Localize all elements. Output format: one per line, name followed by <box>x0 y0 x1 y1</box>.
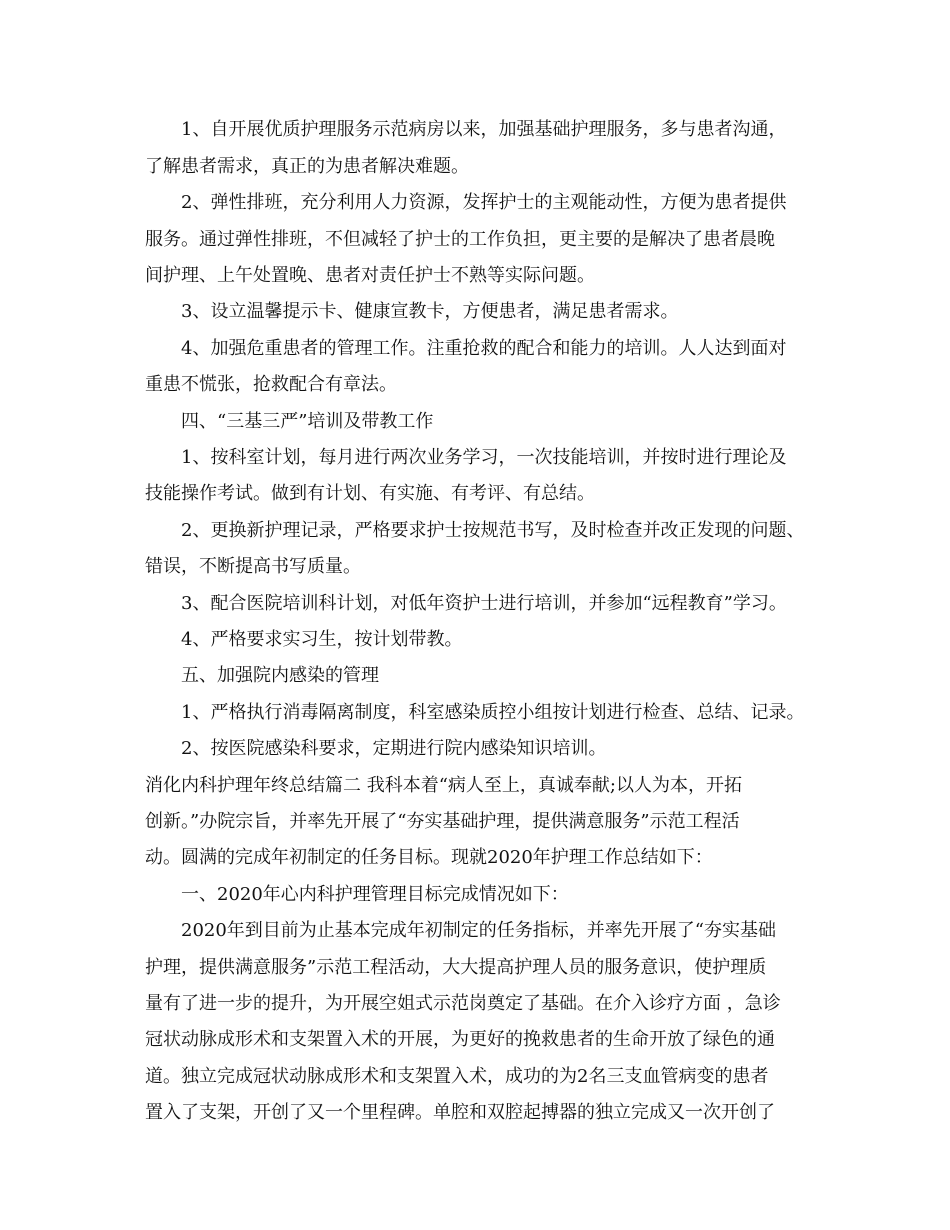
text-line: 冠状动脉成形术和支架置入术的开展，为更好的挽救患者的生命开放了绿色的通 <box>145 1029 775 1050</box>
text-line: 重患不慌张，抢救配合有章法。 <box>145 374 397 395</box>
text-line: 1、按科室计划，每月进行两次业务学习，一次技能培训，并按时进行理论及 <box>181 447 787 468</box>
text-line: 2、按医院感染科要求，定期进行院内感染知识培训。 <box>181 738 607 759</box>
section-heading: 四、“三基三严”培训及带教工作 <box>181 411 434 432</box>
text-line: 道。独立完成冠状动脉成形术和支架置入术，成功的为2名三支血管病变的患者 <box>145 1066 769 1087</box>
text-line: 1、自开展优质护理服务示范病房以来，加强基础护理服务，多与患者沟通， <box>181 119 787 140</box>
text-line: 3、配合医院培训科计划，对低年资护士进行培训，并参加“远程教育”学习。 <box>181 593 787 614</box>
text-line: 错误，不断提高书写质量。 <box>145 556 361 577</box>
text-line: 1、严格执行消毒隔离制度，科室感染质控小组按计划进行检查、总结、记录。 <box>181 702 805 723</box>
text-line: 4、加强危重患者的管理工作。注重抢救的配合和能力的培训。人人达到面对 <box>181 338 787 359</box>
text-line: 护理，提供满意服务”示范工程活动，大大提高护理人员的服务意识，使护理质 <box>145 957 767 978</box>
text-line: 2020年到目前为止基本完成年初制定的任务指标，并率先开展了“夯实基础 <box>181 920 777 941</box>
text-line: 了解患者需求，真正的为患者解决难题。 <box>145 156 469 177</box>
text-line: 2、更换新护理记录，严格要求护士按规范书写，及时检查并改正发现的问题、 <box>181 520 805 541</box>
text-line: 置入了支架，开创了又一个里程碑。单腔和双腔起搏器的独立完成又一次开创了 <box>145 1102 775 1123</box>
text-line: 3、设立温馨提示卡、健康宣教卡，方便患者，满足患者需求。 <box>181 301 679 322</box>
text-line: 间护理、上午处置晚、患者对责任护士不熟等实际问题。 <box>145 265 595 286</box>
text-line: 消化内科护理年终总结篇二 我科本着“病人至上，真诚奉献;以人为本，开拓 <box>145 775 742 796</box>
text-line: 2、弹性排班，充分利用人力资源，发挥护士的主观能动性，方便为患者提供 <box>181 192 787 213</box>
text-line: 动。圆满的完成年初制定的任务目标。现就2020年护理工作总结如下： <box>145 847 713 868</box>
text-line: 技能操作考试。做到有计划、有实施、有考评、有总结。 <box>145 483 595 504</box>
text-line: 创新。”办院宗旨，并率先开展了“夯实基础护理，提供满意服务”示范工程活 <box>145 811 740 832</box>
section-heading: 五、加强院内感染的管理 <box>181 665 379 686</box>
text-line: 量有了进一步的提升，为开展空姐式示范岗奠定了基础。在介入诊疗方面 ，急诊 <box>145 993 781 1014</box>
section-heading: 一、2020年心内科护理管理目标完成情况如下： <box>181 884 569 905</box>
text-line: 服务。通过弹性排班，不但减轻了护士的工作负担，更主要的是解决了患者晨晚 <box>145 229 775 250</box>
text-line: 4、严格要求实习生，按计划带教。 <box>181 629 463 650</box>
